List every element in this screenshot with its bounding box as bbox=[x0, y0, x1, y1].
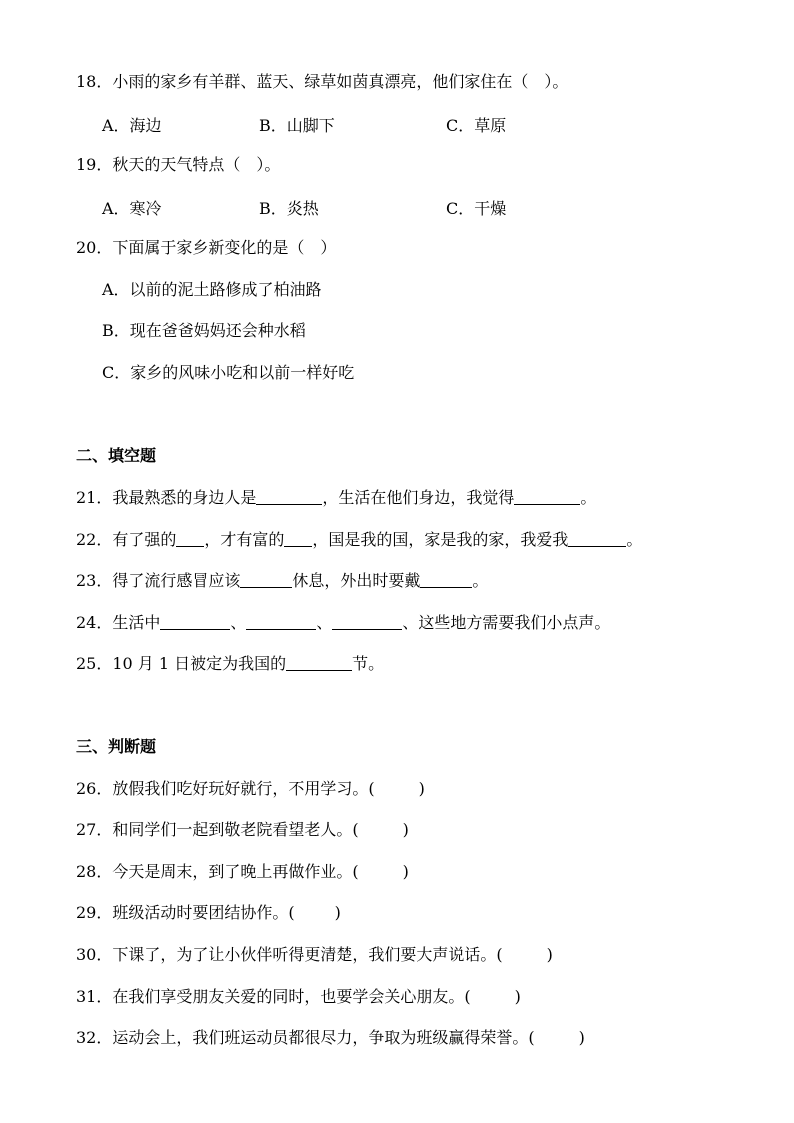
answer-blank[interactable] bbox=[256, 488, 322, 505]
option-a: A．海边 bbox=[102, 116, 162, 135]
question-18: 18．小雨的家乡有羊群、蓝天、绿草如茵真漂亮，他们家住在（ ）。 bbox=[76, 72, 569, 91]
question-19-options bbox=[0, 196, 794, 216]
question-29: 29．班级活动时要团结协作。( ) bbox=[76, 903, 341, 922]
option-c: C．干燥 bbox=[446, 199, 507, 218]
answer-blank[interactable] bbox=[332, 613, 402, 630]
answer-blank[interactable] bbox=[284, 530, 312, 547]
answer-blank[interactable] bbox=[176, 530, 204, 547]
question-20: 20．下面属于家乡新变化的是（ ） bbox=[76, 238, 337, 257]
option-a: A．以前的泥土路修成了柏油路 bbox=[102, 280, 322, 299]
question-21: 21．我最熟悉的身边人是 ，生活在他们身边，我觉得 。 bbox=[76, 488, 597, 507]
option-c: C．家乡的风味小吃和以前一样好吃 bbox=[102, 363, 355, 382]
question-24: 24．生活中 、 、 、这些地方需要我们小点声。 bbox=[76, 613, 611, 632]
question-32: 32．运动会上，我们班运动员都很尽力，争取为班级赢得荣誉。( ) bbox=[76, 1028, 585, 1047]
question-31: 31．在我们享受朋友关爱的同时，也要学会关心朋友。( ) bbox=[76, 987, 521, 1006]
answer-blank[interactable] bbox=[286, 654, 352, 671]
question-22: 22．有了强的 ，才有富的 ，国是我的国，家是我的家，我爱我 。 bbox=[76, 530, 643, 549]
question-19: 19．秋天的天气特点（ ）。 bbox=[76, 155, 281, 174]
question-18-options bbox=[0, 113, 794, 133]
answer-blank[interactable] bbox=[420, 571, 472, 588]
answer-blank[interactable] bbox=[240, 571, 292, 588]
answer-blank[interactable] bbox=[246, 613, 316, 630]
question-30: 30．下课了，为了让小伙伴听得更清楚，我们要大声说话。( ) bbox=[76, 945, 553, 964]
section-heading-judge: 三、判断题 bbox=[76, 737, 157, 756]
section-heading-fill: 二、填空题 bbox=[76, 446, 157, 465]
option-c: C．草原 bbox=[446, 116, 507, 135]
option-b: B．现在爸爸妈妈还会种水稻 bbox=[102, 321, 306, 340]
option-b: B．炎热 bbox=[259, 199, 319, 218]
question-25: 25．10 月 1 日被定为我国的 节。 bbox=[76, 654, 385, 673]
answer-blank[interactable] bbox=[160, 613, 230, 630]
question-28: 28．今天是周末，到了晚上再做作业。( ) bbox=[76, 862, 409, 881]
question-23: 23．得了流行感冒应该 休息，外出时要戴 。 bbox=[76, 571, 489, 590]
question-27: 27．和同学们一起到敬老院看望老人。( ) bbox=[76, 820, 409, 839]
option-b: B．山脚下 bbox=[259, 116, 335, 135]
question-26: 26．放假我们吃好玩好就行，不用学习。( ) bbox=[76, 779, 425, 798]
option-a: A．寒冷 bbox=[102, 199, 162, 218]
answer-blank[interactable] bbox=[514, 488, 580, 505]
answer-blank[interactable] bbox=[568, 530, 626, 547]
